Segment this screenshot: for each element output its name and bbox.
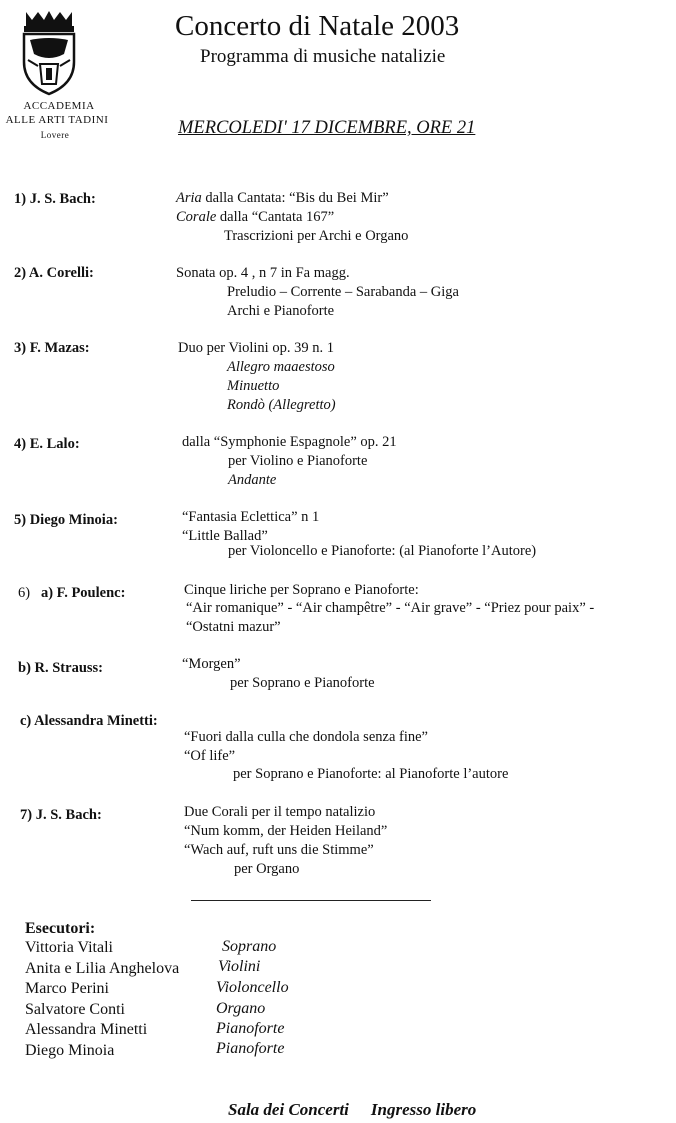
performer-name: Salvatore Conti: [25, 1001, 125, 1018]
academy-crest-logo: [18, 10, 80, 96]
program-item-6-line-1: Cinque liriche per Soprano e Pianoforte:: [184, 582, 419, 598]
performer-role: Pianoforte: [216, 1020, 285, 1037]
crest-line-3: Lovere: [40, 130, 70, 140]
performer-role: Organo: [216, 1000, 266, 1017]
program-item-7-line-4: per Organo: [234, 861, 300, 877]
section-divider: [191, 900, 431, 901]
program-item-5-line-1: “Fantasia Eclettica” n 1: [182, 509, 320, 525]
program-item-2-line-1: Sonata op. 4 , n 7 in Fa magg.: [176, 265, 350, 281]
program-item-7-line-1: Due Corali per il tempo natalizio: [184, 804, 376, 820]
program-item-1-line-2: Corale dalla “Cantata 167”: [176, 209, 335, 225]
page-title: Concerto di Natale 2003: [175, 10, 460, 42]
program-item-1-line-1: Aria dalla Cantata: “Bis du Bei Mir”: [176, 190, 389, 206]
concert-date: MERCOLEDI' 17 DICEMBRE, ORE 21: [178, 118, 476, 138]
program-item-5-line-2: “Little Ballad”: [182, 528, 268, 544]
performer-name: Diego Minoia: [25, 1042, 115, 1059]
page-subtitle: Programma di musiche natalizie: [200, 46, 446, 67]
program-item-6c-line-2: “Of life”: [184, 748, 236, 764]
crest-line-2: ALLE ARTI TADINI: [5, 114, 109, 126]
performer-role: Violoncello: [216, 979, 289, 996]
program-item-2-line-2: Preludio – Corrente – Sarabanda – Giga: [227, 284, 459, 300]
program-item-7-label: 7) J. S. Bach:: [20, 807, 102, 823]
program-item-3-line-3: Minuetto: [227, 378, 280, 394]
entry-label: Ingresso libero: [370, 1100, 477, 1119]
program-item-7-line-3: “Wach auf, ruft uns die Stimme”: [184, 842, 374, 858]
program-item-2-line-3: Archi e Pianoforte: [227, 303, 335, 319]
performers-heading: Esecutori:: [25, 920, 96, 937]
program-item-1-label: 1) J. S. Bach:: [14, 191, 96, 207]
program-item-2-label: 2) A. Corelli:: [14, 265, 94, 281]
performer-role: Violini: [218, 958, 261, 975]
program-item-3-label: 3) F. Mazas:: [14, 340, 90, 356]
program-item-6c-line-1: “Fuori dalla culla che dondola senza fine”: [184, 729, 428, 745]
performer-role: Pianoforte: [216, 1040, 285, 1057]
program-item-5-label: 5) Diego Minoia:: [14, 512, 118, 528]
program-item-7-line-2: “Num komm, der Heiden Heiland”: [184, 823, 388, 839]
footer-info: [228, 1100, 476, 1120]
program-item-4-label: 4) E. Lalo:: [14, 436, 80, 452]
program-item-6c-line-3: per Soprano e Pianoforte: al Pianoforte l’autore: [233, 766, 509, 782]
program-item-5-line-3: per Violoncello e Pianoforte: (al Pianoforte l’Autore): [228, 543, 537, 559]
program-item-6b-line-2: per Soprano e Pianoforte: [230, 675, 375, 691]
program-item-4-line-1: dalla “Symphonie Espagnole” op. 21: [182, 434, 397, 450]
program-item-6c-label: c) Alessandra Minetti:: [20, 713, 158, 729]
program-item-3-line-1: Duo per Violini op. 39 n. 1: [178, 340, 334, 356]
program-item-4-line-2: per Violino e Pianoforte: [228, 453, 368, 469]
program-item-6-line-3: “Ostatni mazur”: [186, 619, 281, 635]
program-item-6b-label: b) R. Strauss:: [18, 660, 103, 676]
performer-name: Anita e Lilia Anghelova: [25, 960, 180, 977]
program-item-4-line-3: Andante: [228, 472, 277, 488]
program-item-6-line-2: “Air romanique” - “Air champêtre” - “Air grave” - “Priez pour paix” -: [186, 600, 595, 616]
program-item-1-line-3: Trascrizioni per Archi e Organo: [224, 228, 409, 244]
performer-role: Soprano: [222, 938, 277, 955]
performer-name: Marco Perini: [25, 980, 109, 997]
program-item-6b-line-1: “Morgen”: [182, 656, 241, 672]
program-item-3-line-2: Allegro maaestoso: [227, 359, 335, 375]
program-item-3-line-4: Rondò (Allegretto): [227, 397, 336, 413]
performer-name: Vittoria Vitali: [25, 939, 113, 956]
venue-label: Sala dei Concerti: [228, 1100, 349, 1119]
performer-name: Alessandra Minetti: [25, 1021, 148, 1038]
program-item-6-label: 6) a) F. Poulenc:: [18, 585, 126, 601]
crest-line-1: ACCADEMIA: [23, 100, 95, 112]
